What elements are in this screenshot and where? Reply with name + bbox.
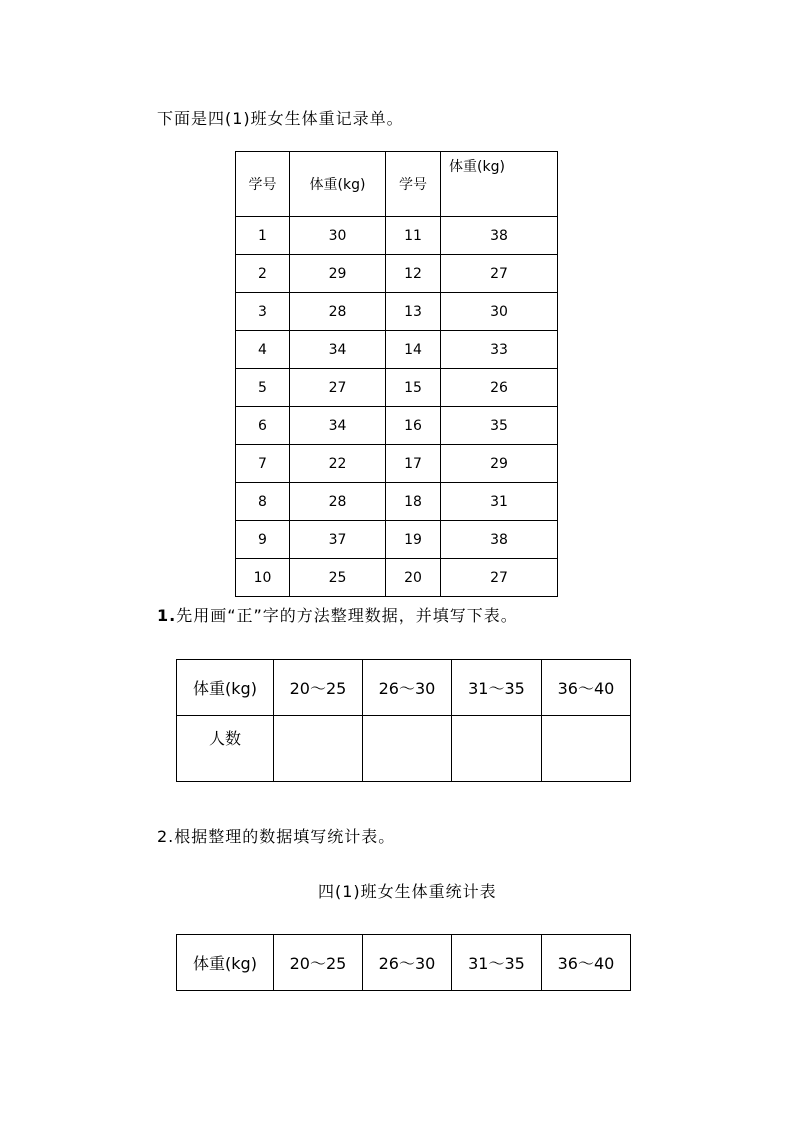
- table-row: [236, 559, 558, 597]
- student-id-cell: 11: [386, 217, 441, 255]
- weight-cell: 37: [290, 521, 386, 559]
- weight-cell: 30: [290, 217, 386, 255]
- student-id-cell: 20: [386, 559, 441, 597]
- weight-record-table: [235, 151, 558, 597]
- student-id-cell: 17: [386, 445, 441, 483]
- weight-cell: 22: [290, 445, 386, 483]
- header-cell: 20～25: [274, 660, 363, 716]
- student-id-cell: 4: [236, 331, 290, 369]
- student-id-cell: 10: [236, 559, 290, 597]
- blank-answer-cell[interactable]: [452, 716, 542, 782]
- question-2: 2.根据整理的数据填写统计表。: [157, 827, 396, 846]
- student-id-cell: 1: [236, 217, 290, 255]
- student-id-cell: 14: [386, 331, 441, 369]
- table-header-row: [177, 660, 631, 716]
- blank-answer-cell[interactable]: [542, 716, 631, 782]
- student-id-cell: 9: [236, 521, 290, 559]
- table-row: [236, 255, 558, 293]
- weight-cell: 33: [441, 331, 558, 369]
- table-row: [236, 217, 558, 255]
- weight-cell: 30: [441, 293, 558, 331]
- student-id-cell: 7: [236, 445, 290, 483]
- weight-cell: 27: [441, 255, 558, 293]
- table-header-row: [236, 152, 558, 217]
- row-label: 人数: [177, 716, 274, 782]
- table-header-row: [177, 935, 631, 991]
- student-id-cell: 19: [386, 521, 441, 559]
- intro-text: 下面是四(1)班女生体重记录单。: [157, 109, 404, 128]
- header-cell: 学号: [386, 152, 441, 217]
- weight-cell: 28: [290, 293, 386, 331]
- header-cell: 26～30: [363, 935, 452, 991]
- table-row: [236, 407, 558, 445]
- weight-cell: 29: [290, 255, 386, 293]
- table-row: [177, 716, 631, 782]
- student-id-cell: 6: [236, 407, 290, 445]
- statistics-table: [176, 934, 631, 991]
- table-row: [236, 331, 558, 369]
- question-number: 1.: [157, 606, 177, 625]
- question-1: [157, 603, 518, 626]
- header-cell: 36～40: [542, 935, 631, 991]
- weight-cell: 31: [441, 483, 558, 521]
- header-cell: 体重(kg): [177, 935, 274, 991]
- weight-cell: 34: [290, 407, 386, 445]
- weight-cell: 28: [290, 483, 386, 521]
- header-cell: 20～25: [274, 935, 363, 991]
- student-id-cell: 16: [386, 407, 441, 445]
- stat-table-caption: 四(1)班女生体重统计表: [318, 882, 497, 901]
- weight-cell: 27: [290, 369, 386, 407]
- student-id-cell: 15: [386, 369, 441, 407]
- header-cell: 体重(kg): [441, 152, 558, 217]
- tally-table: [176, 659, 631, 782]
- weight-cell: 25: [290, 559, 386, 597]
- blank-answer-cell[interactable]: [274, 716, 363, 782]
- weight-cell: 38: [441, 521, 558, 559]
- header-cell: 体重(kg): [290, 152, 386, 217]
- header-cell: 36～40: [542, 660, 631, 716]
- header-cell: 学号: [236, 152, 290, 217]
- table-row: [236, 293, 558, 331]
- weight-cell: 26: [441, 369, 558, 407]
- weight-cell: 29: [441, 445, 558, 483]
- student-id-cell: 5: [236, 369, 290, 407]
- question-text: 先用画“正”字的方法整理数据，并填写下表。: [176, 606, 518, 625]
- header-cell: 体重(kg): [177, 660, 274, 716]
- table-row: [236, 521, 558, 559]
- table-row: [236, 369, 558, 407]
- student-id-cell: 2: [236, 255, 290, 293]
- table-row: [236, 483, 558, 521]
- header-cell: 26～30: [363, 660, 452, 716]
- student-id-cell: 8: [236, 483, 290, 521]
- student-id-cell: 3: [236, 293, 290, 331]
- weight-cell: 27: [441, 559, 558, 597]
- table-row: [236, 445, 558, 483]
- weight-cell: 35: [441, 407, 558, 445]
- header-cell: 31～35: [452, 660, 542, 716]
- student-id-cell: 18: [386, 483, 441, 521]
- header-cell: 31～35: [452, 935, 542, 991]
- student-id-cell: 13: [386, 293, 441, 331]
- weight-cell: 34: [290, 331, 386, 369]
- student-id-cell: 12: [386, 255, 441, 293]
- weight-cell: 38: [441, 217, 558, 255]
- blank-answer-cell[interactable]: [363, 716, 452, 782]
